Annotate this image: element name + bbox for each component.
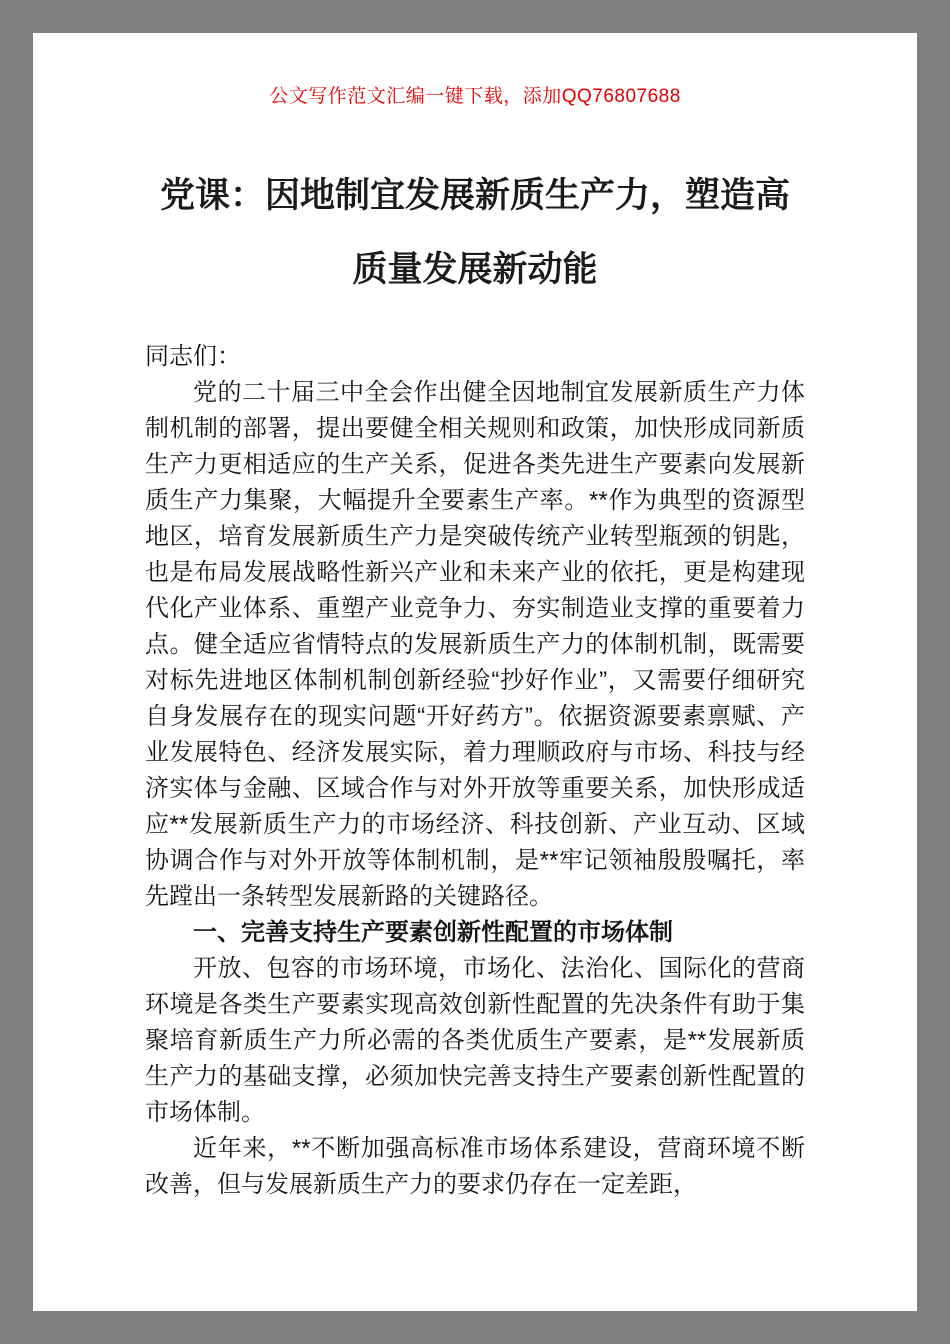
document-title-line-1: 党课：因地制宜发展新质生产力，塑造高 xyxy=(159,176,790,215)
promo-banner-text: 公文写作范文汇编一键下载，添加QQ76807688 xyxy=(269,86,681,107)
document-page xyxy=(33,33,917,1311)
section-heading: 一、完善支持生产要素创新性配置的市场体制 xyxy=(193,919,673,946)
document-title-line-2: 质量发展新动能 xyxy=(352,250,598,289)
document-title xyxy=(145,159,805,307)
salutation: 同志们： xyxy=(145,343,241,370)
paragraph: 近年来，**不断加强高标准市场体系建设，营商环境不断改善，但与发展新质生产力的要求仍存在一定差距， xyxy=(145,1135,805,1198)
paragraph: 开放、包容的市场环境，市场化、法治化、国际化的营商环境是各类生产要素实现高效创新性配置的先决条件有助于集聚培育新质生产力所必需的各类优质生产要素，是**发展新质生产力的基础支撑，必须加快完善支持生产要素创新性配置的市场体制。 xyxy=(145,955,805,1126)
document-body xyxy=(145,339,805,1203)
paragraph: 党的二十届三中全会作出健全因地制宜发展新质生产力体制机制的部署，提出要健全相关规则和政策，加快形成同新质生产力更相适应的生产关系，促进各类先进生产要素向发展新质生产力集聚，大幅提升全要素生产率。**作为典型的资源型地区，培育发展新质生产力是突破传统产业转型瓶颈的钥匙，也是布局发展战略性新兴产业和未来产业的依托，更是构建现代化产业体系、重塑产业竞争力、夯实制造业支撑的重要着力点。健全适应省情特点的发展新质生产力的体制机制，既需要对标先进地区体制机制创新经验“抄好作业”，又需要仔细研究自身发展存在的现实问题“开好药方”。依据资源要素禀赋、产业发展特色、经济发展实际，着力理顺政府与市场、科技与经济实体与金融、区域合作与对外开放等重要关系，加快形成适应**发展新质生产力的市场经济、科技创新、产业互动、区域协调合作与对外开放等体制机制，是**牢记领袖殷殷嘱托，率先蹚出一条转型发展新路的关键路径。 xyxy=(145,379,805,910)
